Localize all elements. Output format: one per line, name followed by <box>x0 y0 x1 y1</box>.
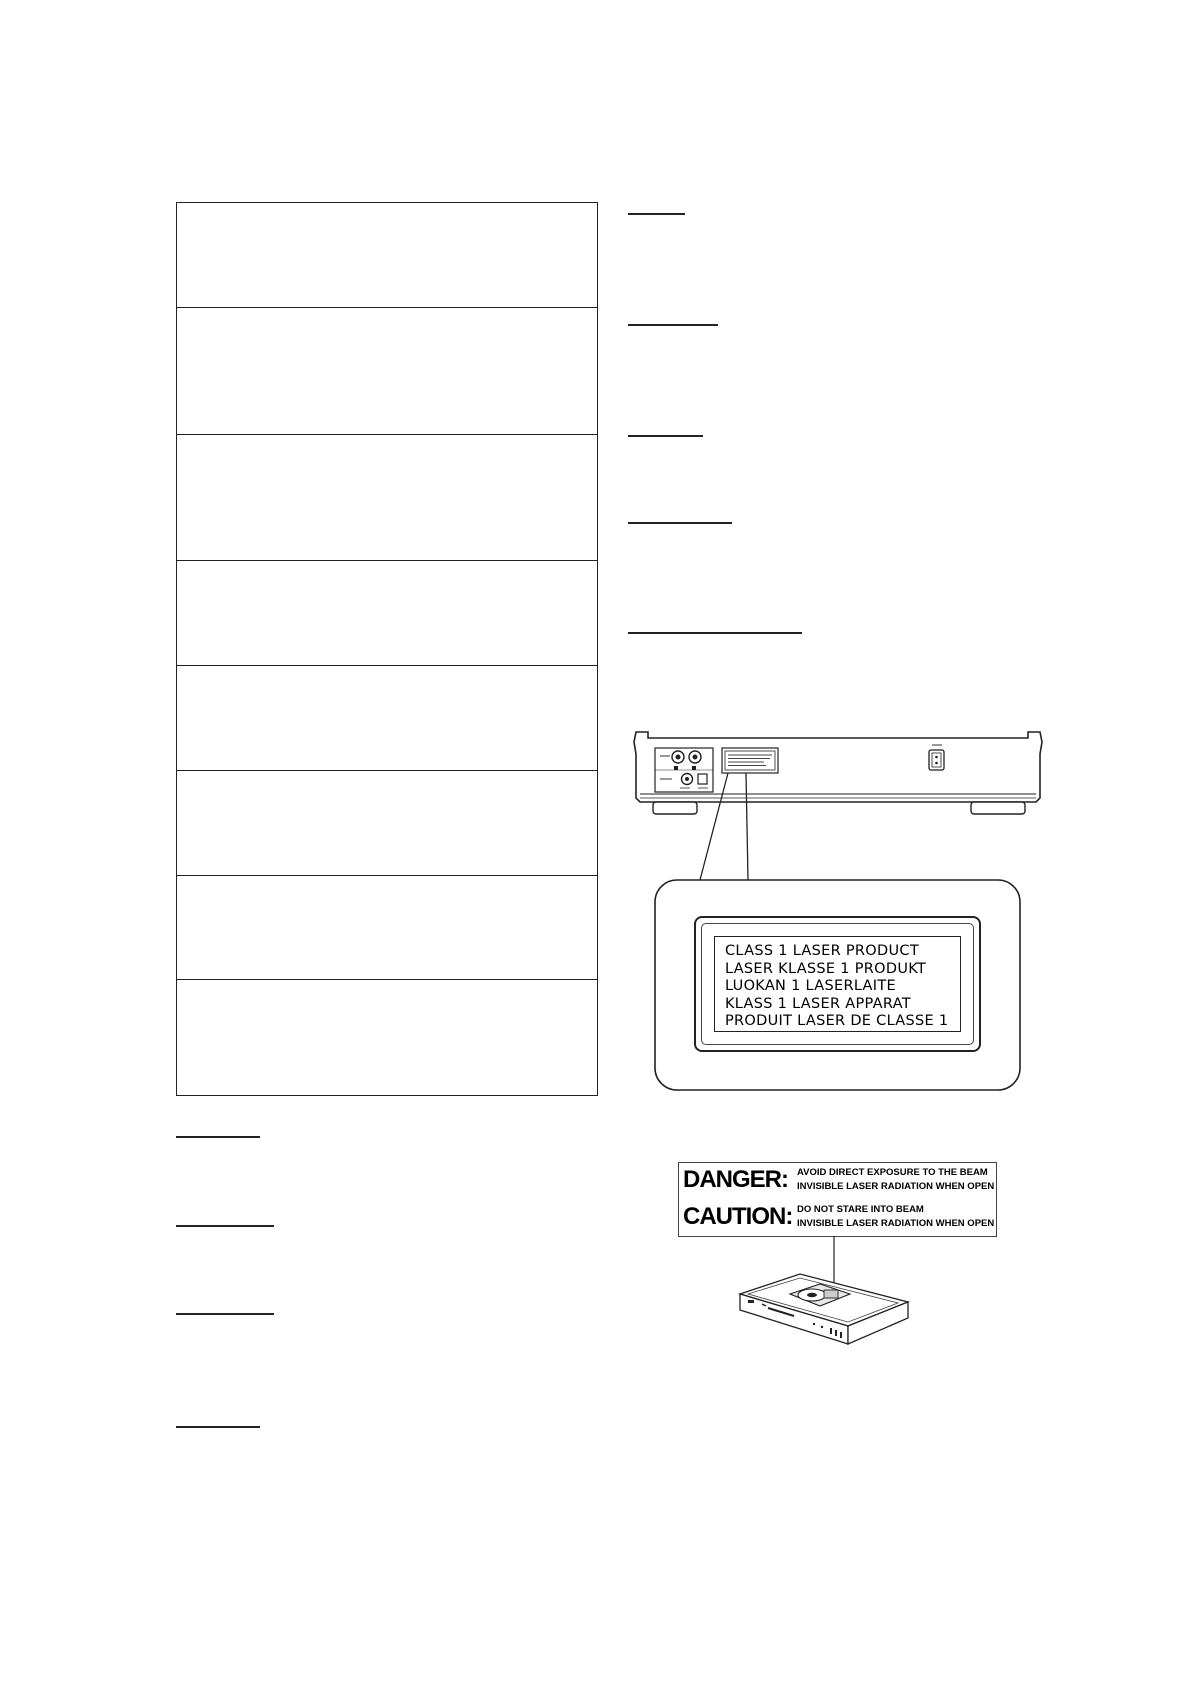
table-divider <box>177 875 597 876</box>
heading-rule <box>176 1136 260 1138</box>
caution-text-2: INVISIBLE LASER RADIATION WHEN OPEN <box>797 1218 995 1229</box>
label-line: LUOKAN 1 LASERLAITE <box>725 978 896 994</box>
heading-rule <box>628 522 732 524</box>
label-line: CLASS 1 LASER PRODUCT <box>725 943 919 959</box>
warning-table <box>176 202 598 1096</box>
laser-class-label-outer <box>694 916 981 1052</box>
table-divider <box>177 979 597 980</box>
caution-heading: CAUTION: <box>683 1203 793 1230</box>
disc-tray-illustration <box>738 1236 914 1352</box>
table-divider <box>177 770 597 771</box>
danger-text-1: AVOID DIRECT EXPOSURE TO THE BEAM <box>797 1167 988 1178</box>
table-divider <box>177 434 597 435</box>
caution-text-1: DO NOT STARE INTO BEAM <box>797 1204 924 1215</box>
heading-rule <box>176 1426 260 1428</box>
heading-rule <box>176 1313 274 1315</box>
heading-rule <box>176 1225 274 1227</box>
danger-text-2: INVISIBLE LASER RADIATION WHEN OPEN <box>797 1181 995 1192</box>
label-line: LASER KLASSE 1 PRODUKT <box>725 960 927 977</box>
heading-rule <box>628 213 685 215</box>
label-line: PRODUIT LASER DE CLASSE 1 <box>725 1013 949 1029</box>
laser-class-label <box>714 936 961 1032</box>
laser-class-label-mid <box>701 923 974 1045</box>
danger-heading: DANGER: <box>683 1166 788 1193</box>
table-divider <box>177 560 597 561</box>
table-divider <box>177 307 597 308</box>
danger-caution-label <box>678 1162 997 1237</box>
heading-rule <box>628 632 802 634</box>
table-divider <box>177 665 597 666</box>
heading-rule <box>628 324 718 326</box>
heading-rule <box>628 435 703 437</box>
label-line: KLASS 1 LASER APPARAT <box>725 995 911 1012</box>
